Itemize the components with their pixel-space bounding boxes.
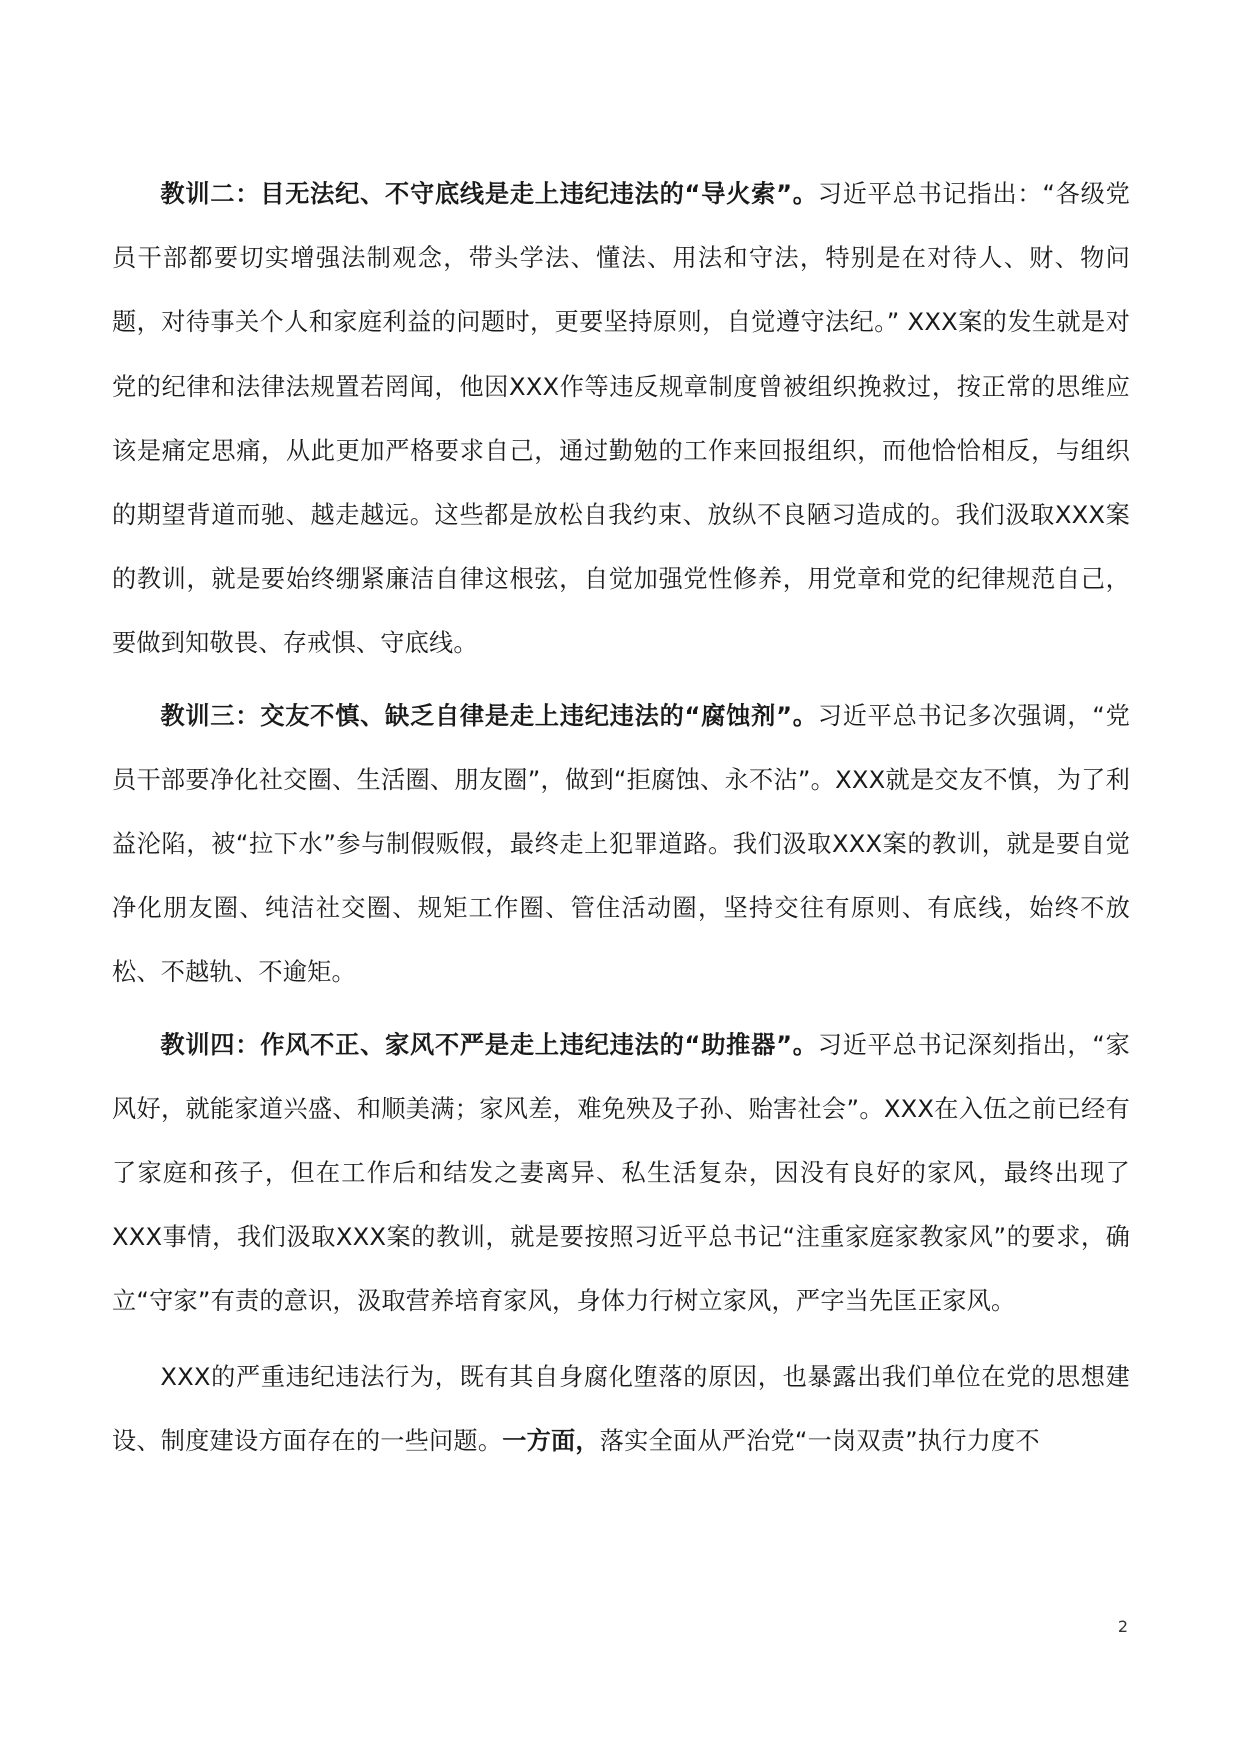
paragraph-text: 落实全面从严治党“一岗双责”执行力度不 bbox=[599, 1426, 1040, 1455]
paragraph-problems bbox=[112, 1345, 1130, 1473]
paragraph-lesson-two bbox=[112, 162, 1130, 676]
page-number: 2 bbox=[1117, 1617, 1128, 1636]
paragraph-text: 习近平总书记深刻指出，“家风好，就能家道兴盛、和顺美满；家风差，难免殃及子孙、贻害社会”。XXX在入伍之前已经有了家庭和孩子，但在工作后和结发之妻离异、私生活复杂，因没有良好的家风，最终出现了XXX事情，我们汲取XXX案的教训，就是要按照习近平总书记“注重家庭家教家风”的要求，确立“守家”有责的意识，汲取营养培育家风，身体力行树立家风，严字当先匡正家风。 bbox=[112, 1030, 1130, 1316]
paragraph-emphasis: 一方面， bbox=[502, 1426, 600, 1455]
document-body bbox=[112, 162, 1130, 1473]
paragraph-lead: 教训三：交友不慎、缺乏自律是走上违纪违法的“腐蚀剂”。 bbox=[160, 701, 818, 730]
paragraph-text: 习近平总书记指出：“各级党员干部都要切实增强法制观念，带头学法、懂法、用法和守法，特别是在对待人、财、物问题，对待事关个人和家庭利益的问题时，更要坚持原则，自觉遵守法纪。” XXX案的发生就是对党的纪律和法律法规置若罔闻，他因XXX作等违反规章制度曾被组织挽救过，按正常的思维应该是痛定思痛，从此更加严格要求自己，通过勤勉的工作来回报组织，而他恰恰相反，与组织的期望背道而驰、越走越远。这些都是放松自我约束、放纵不良陋习造成的。我们汲取XXX案的教训，就是要始终绷紧廉洁自律这根弦，自觉加强党性修养，用党章和党的纪律规范自己，要做到知敬畏、存戒惧、守底线。 bbox=[112, 180, 1130, 658]
paragraph-lead: 教训二：目无法纪、不守底线是走上违纪违法的“导火索”。 bbox=[160, 180, 818, 208]
paragraph-lesson-three bbox=[112, 684, 1130, 1005]
paragraph-lesson-four bbox=[112, 1013, 1130, 1334]
paragraph-intro: XXX的严重违纪违法行为，既有其自身腐化堕落的原因，也暴露出我们单位在党的思想建设、制度建设方面存在的一些问题。 bbox=[112, 1362, 1130, 1455]
paragraph-text: 习近平总书记多次强调，“党员干部要净化社交圈、生活圈、朋友圈”，做到“拒腐蚀、永不沾”。XXX就是交友不慎，为了利益沦陷，被“拉下水”参与制假贩假，最终走上犯罪道路。我们汲取XXX案的教训，就是要自觉净化朋友圈、纯洁社交圈、规矩工作圈、管住活动圈，坚持交往有原则、有底线，始终不放松、不越轨、不逾矩。 bbox=[112, 701, 1130, 987]
paragraph-lead: 教训四：作风不正、家风不严是走上违纪违法的“助推器”。 bbox=[160, 1030, 818, 1059]
